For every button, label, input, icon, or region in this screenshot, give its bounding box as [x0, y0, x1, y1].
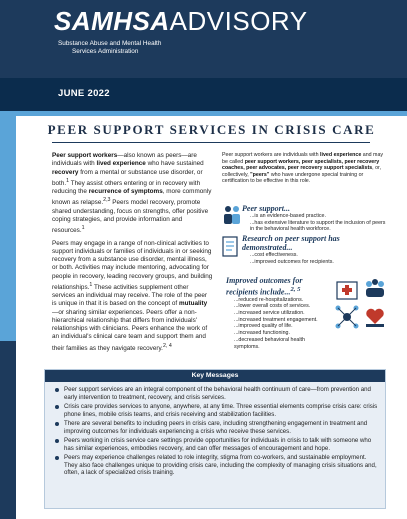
text: and may be called [222, 152, 384, 165]
bold-text: recurrence of symptoms [88, 188, 163, 196]
org-name-line2: Services Administration [72, 48, 139, 55]
text: who have sustained [145, 160, 204, 168]
peer-support-line: ...has extensive literature to support the inclusion of peers in the behavioral health workforce. [250, 219, 386, 233]
outcome-item: ...increased functioning. [234, 330, 290, 337]
key-messages-heading: Key Messages [45, 370, 385, 382]
people-icon [222, 204, 242, 228]
document-icon [222, 236, 240, 258]
outcome-item: ...lower overall costs of services. [234, 303, 311, 310]
peer-support-block [242, 204, 390, 233]
paragraph-1 [52, 152, 213, 236]
outcome-icons-grid [334, 276, 388, 330]
research-block [242, 234, 390, 265]
page-header [0, 0, 407, 78]
list-item [55, 403, 381, 418]
bullet-icon [55, 439, 59, 443]
bold-text: peer support workers, peer specialists, peer recovery coaches, peer advocates, peer recovery support specialists [222, 158, 380, 172]
bold-text: mutuality [178, 300, 208, 308]
bold-text: lived experience [320, 152, 362, 158]
footnote-ref: 2, 5 [290, 286, 301, 293]
paragraph-2 [52, 240, 213, 353]
text: Peers may engage in a range of non-clinical activities to support individuals or families of individuals in or seeking recovery from a substance use disorder, mental illness, or both. Activities may include mentoring, advocating for people in recovery, leading recovery groups, and building relationships. [52, 239, 213, 291]
bold-text: "peers" [250, 171, 270, 178]
list-item [55, 454, 381, 477]
bold-text: recovery [52, 168, 79, 176]
date-band [0, 78, 407, 111]
text: These activities supplement other services an individual may receive. The role of the peer is unique in that it is based on the concept of [52, 283, 208, 308]
outcomes-heading [226, 276, 326, 297]
title-divider [52, 142, 370, 143]
key-messages-box [44, 369, 386, 509]
bold-text: Peer support workers [52, 152, 118, 159]
research-line: ...improved outcomes for recipients. [250, 258, 334, 265]
infographic [222, 152, 390, 365]
heart-hand-icon [362, 304, 388, 330]
group-icon [362, 276, 388, 302]
list-item [55, 386, 381, 401]
outcomes-heading-text: Improved outcomes for recipients include... [226, 276, 303, 297]
accent-bar [16, 111, 407, 116]
text: —or sharing similar experiences. Peers offer a non-hierarchical relationship that differs from individuals' relationships with clinicians. Peers enhance the work of an individual's clinical care team and support them and their families as they navigate recovery. [52, 308, 208, 352]
bullet-icon [55, 456, 59, 460]
org-name-line1: Substance Abuse and Mental Health [58, 40, 162, 47]
key-messages-list [55, 386, 381, 479]
side-stripe-dark [0, 341, 16, 519]
outcome-item: ...increased treatment engagement. [234, 316, 318, 323]
key-message-text: Peer support services are an integral component of the behavioral health continuum of care—from prevention and early intervention to treatment, recovery, and crisis services. [64, 386, 371, 401]
text: They assist others entering or in recovery with reducing the [52, 179, 201, 196]
logo-samhsa: SAMHSA [54, 6, 170, 36]
page-title: PEER SUPPORT SERVICES IN CRISIS CARE [47, 122, 376, 137]
footnote-ref: 1 [81, 225, 85, 232]
key-message-text: Peers working in crisis service care settings provide opportunities for individuals in crisis to talk with someone who has similar experiences, embodies recovery, and can offer messages of encouragement and hope. [64, 437, 372, 452]
text: , more commonly known as relapse. [52, 188, 212, 207]
infographic-intro [222, 152, 390, 185]
samhsa-advisory-logo [54, 6, 308, 36]
text: —also known as peers—are individuals with [52, 152, 197, 168]
research-line: ...cost effectiveness. [250, 252, 298, 258]
outcomes-block [226, 276, 326, 350]
footnote-ref: 1 [89, 281, 93, 288]
bullet-icon [55, 388, 59, 392]
bold-text: lived experience [96, 160, 146, 168]
issue-date: JUNE 2022 [58, 88, 110, 99]
bullet-icon [55, 405, 59, 409]
footnote-ref: 2,3 [103, 197, 111, 204]
side-stripe [0, 111, 16, 519]
peer-support-heading: Peer support... [242, 204, 290, 213]
footnote-ref: 2, 4 [162, 342, 172, 349]
outcome-item: ...increased service utilization. [234, 310, 305, 317]
research-heading: Research on peer support has demonstrated... [242, 234, 340, 252]
logo-advisory: ADVISORY [169, 6, 308, 36]
org-name [58, 40, 161, 56]
text: Peer support workers are individuals with [222, 152, 321, 158]
text: , or, collectively, [222, 165, 381, 178]
footnote-ref: 1 [66, 177, 70, 184]
outcome-item: ...decreased behavioral health symptoms. [234, 336, 305, 350]
side-stripe-light [0, 111, 16, 341]
list-item [55, 437, 381, 452]
peer-support-line: ...is an evidence-based practice. [250, 213, 326, 219]
hospital-icon [334, 276, 360, 302]
key-message-text: Crisis care provides services to anyone, anywhere, at any time. Three essential elements comprise crisis care: crisis phone lines, mobile crisis teams, and crisis receiving and stabilization facilities. [64, 403, 378, 418]
list-item [55, 420, 381, 435]
key-message-text: Peers may experience challenges related to role integrity, stigma from co-workers, and sustainable employment. They also face challenges unique to providing crisis care, including the complexity of managing crisis situations and, often, a lack of specialized crisis training. [64, 454, 377, 476]
key-message-text: There are several benefits to including peers in crisis care, including strengthening engagement in treatment and improving outcomes for individuals experiencing a crisis who receive these services. [64, 420, 368, 435]
text: Peers model recovery, promote shared understanding, focus on strengths, offer positive coping strategies, and provide information and resources. [52, 199, 209, 235]
text: from a mental or substance use disorder, or both. [52, 168, 203, 187]
bullet-icon [55, 422, 59, 426]
outcome-item: ...reduced re-hospitalizations. [234, 296, 304, 303]
text: who have undergone special training or certification to be effective in this role. [222, 171, 364, 185]
outcome-item: ...improved quality of life. [234, 323, 293, 330]
network-icon [334, 304, 360, 330]
body-text [52, 152, 213, 357]
